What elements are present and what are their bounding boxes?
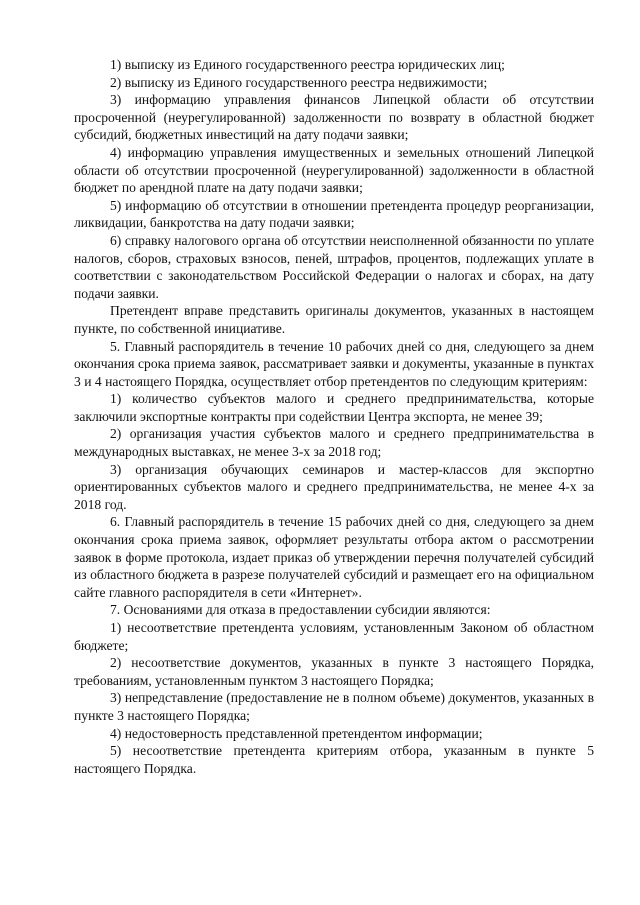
document-body [74, 56, 594, 777]
paragraph: 3) непредставление (предоставление не в полном объеме) документов, указанных в пункте 3 настоящего Порядка; [74, 690, 594, 723]
paragraph: 1) несоответствие претендента условиям, установленным Законом об областном бюджете; [74, 620, 594, 653]
paragraph: 5. Главный распорядитель в течение 10 рабочих дней со дня, следующего за днем окончания срока приема заявок, рассматривает заявки и документы, указанные в пунктах 3 и 4 настоящего Порядка, осуществляет отбор претендентов по следующим критериям: [74, 338, 594, 389]
paragraph: 1) количество субъектов малого и среднего предпринимательства, которые заключили экспортные контракты при содействии Центра экспорта, не менее 39; [74, 391, 594, 424]
paragraph: 4) недостоверность представленной претендентом информации; [110, 725, 483, 741]
paragraph: 4) информацию управления имущественных и земельных отношений Липецкой области об отсутствии просроченной (неурегулированной) задолженности в областной бюджет по арендной плате на дату подачи заявки; [74, 144, 594, 196]
paragraph: 5) информацию об отсутствии в отношении претендента процедур реорганизации, ликвидации, банкротства на дату подачи заявки; [74, 197, 594, 231]
paragraph: 2) несоответствие документов, указанных в пункте 3 настоящего Порядка, требованиям, установленным пунктом 3 настоящего Порядка; [74, 655, 594, 688]
paragraph: Претендент вправе представить оригиналы документов, указанных в настоящем пункте, по собственной инициативе. [74, 303, 594, 336]
paragraph: 7. Основаниями для отказа в предоставлении субсидии являются: [110, 602, 491, 618]
paragraph: 1) выписку из Единого государственного реестра юридических лиц; [110, 57, 505, 72]
paragraph: 6. Главный распорядитель в течение 15 рабочих дней со дня, следующего за днем окончания срока приема заявок, оформляет результаты отбора актом о рассмотрении заявок в форме протокола, издает приказ об утверждении перечня получателей субсидий из областного бюджета в разрезе получателей субсидий и размещает его на официальном сайте главного распорядителя в сети «Интернет». [74, 514, 594, 600]
paragraph: 6) справку налогового органа об отсутствии неисполненной обязанности по уплате налогов, сборов, страховых взносов, пеней, штрафов, процентов, подлежащих уплате в соответствии с законодательством Российской Федерации о налогах и сборах, на дату подачи заявки. [74, 232, 594, 301]
paragraph: 2) выписку из Единого государственного реестра недвижимости; [110, 74, 488, 90]
paragraph: 3) организация обучающих семинаров и мастер-классов для экспортно ориентированных субъектов малого и среднего предпринимательства, не менее 4-х за 2018 год. [74, 461, 594, 512]
paragraph: 2) организация участия субъектов малого и среднего предпринимательства в международных выставках, не менее 3-х за 2018 год; [74, 426, 594, 460]
paragraph: 5) несоответствие претендента критериям отбора, указанным в пункте 5 настоящего Порядка. [74, 743, 594, 776]
paragraph: 3) информацию управления финансов Липецкой области об отсутствии просроченной (неурегулированной) задолженности по возврату в областной бюджет субсидий, бюджетных инвестиций на дату подачи заявки; [74, 92, 594, 143]
